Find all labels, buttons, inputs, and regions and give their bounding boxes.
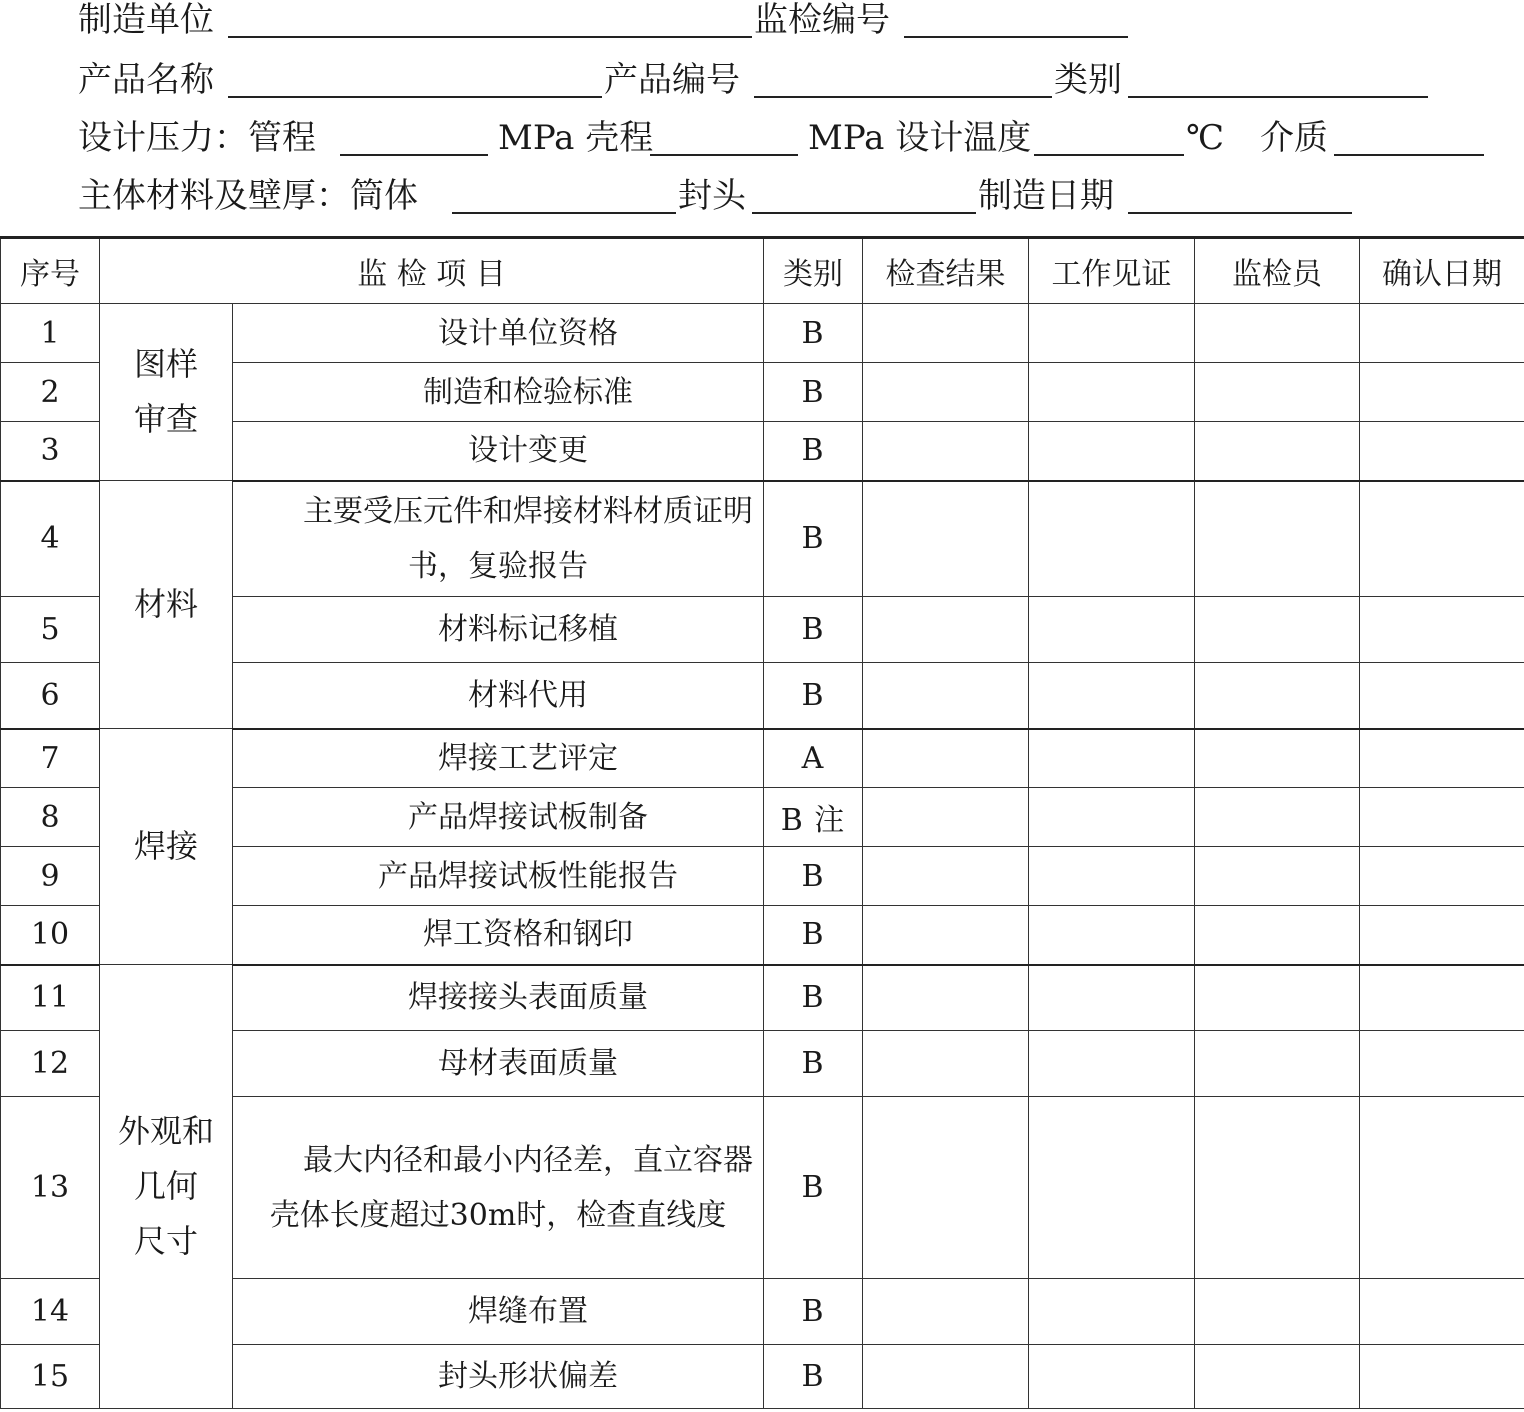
- witness-cell[interactable]: [1029, 363, 1195, 422]
- row-no: 14: [1, 1279, 100, 1345]
- inspection-no-field[interactable]: [904, 36, 1128, 38]
- row-item: [233, 1031, 764, 1097]
- product-name-label: 产品名称: [78, 60, 214, 100]
- result-cell[interactable]: [863, 906, 1029, 965]
- row-item-text: 产品焊接试板制备: [408, 799, 648, 835]
- result-cell[interactable]: [863, 1345, 1029, 1409]
- row-no: 5: [1, 597, 100, 663]
- header-line-1: [0, 0, 1524, 60]
- col-header-category: 类别: [764, 238, 863, 304]
- result-cell[interactable]: [863, 422, 1029, 481]
- row-item: [233, 422, 764, 481]
- design-pressure-label: 设计压力：管程: [78, 118, 316, 158]
- inspection-no-label: 监检编号: [754, 0, 890, 40]
- row-item: [233, 1345, 764, 1409]
- row-category: B: [764, 422, 863, 481]
- row-item-text: 材料标记移植: [438, 612, 618, 647]
- inspector-cell[interactable]: [1195, 422, 1360, 481]
- header-line-3: [0, 118, 1524, 178]
- row-item-text: 设计变更: [468, 433, 588, 469]
- confirm-date-cell[interactable]: [1360, 847, 1524, 906]
- result-cell[interactable]: [863, 663, 1029, 729]
- row-category: B: [764, 663, 863, 729]
- result-cell[interactable]: [863, 1279, 1029, 1345]
- row-item: [233, 1279, 764, 1345]
- col-header-confirm-date: 确认日期: [1360, 238, 1524, 304]
- row-no: 2: [1, 363, 100, 422]
- row-no: 7: [1, 729, 100, 788]
- row-no: 6: [1, 663, 100, 729]
- inspector-cell[interactable]: [1195, 788, 1360, 847]
- result-cell[interactable]: [863, 481, 1029, 597]
- result-cell[interactable]: [863, 1097, 1029, 1279]
- result-cell[interactable]: [863, 363, 1029, 422]
- witness-cell[interactable]: [1029, 481, 1195, 597]
- row-no: 10: [1, 906, 100, 965]
- confirm-date-cell[interactable]: [1360, 1345, 1524, 1409]
- row-category: B: [764, 1279, 863, 1345]
- row-category: B: [764, 906, 863, 965]
- row-item-text: 设计单位资格: [438, 315, 618, 351]
- row-item-text: 母材表面质量: [438, 1046, 618, 1081]
- head-material-field[interactable]: [752, 212, 976, 214]
- row-item: [233, 965, 764, 1031]
- inspector-cell[interactable]: [1195, 965, 1360, 1031]
- inspector-cell[interactable]: [1195, 729, 1360, 788]
- row-item-text: 焊接接头表面质量: [408, 980, 648, 1016]
- group-label: 焊接: [133, 827, 198, 865]
- result-cell[interactable]: [863, 788, 1029, 847]
- row-no: 9: [1, 847, 100, 906]
- inspector-cell[interactable]: [1195, 304, 1360, 363]
- witness-cell[interactable]: [1029, 422, 1195, 481]
- group-materials: [100, 481, 233, 729]
- shell-pressure-field[interactable]: [650, 154, 798, 156]
- row-item-text: 材料代用: [468, 677, 588, 713]
- confirm-date-cell[interactable]: [1360, 597, 1524, 663]
- row-category: B: [764, 597, 863, 663]
- row-item: [233, 847, 764, 906]
- table-row: [1, 729, 1524, 788]
- row-item: [233, 481, 764, 597]
- row-item-text: 主要受压元件和焊接材料材质证明书，复验报告: [303, 493, 753, 584]
- row-item: [233, 1097, 764, 1279]
- result-cell[interactable]: [863, 597, 1029, 663]
- confirm-date-cell[interactable]: [1360, 1097, 1524, 1279]
- confirm-date-cell[interactable]: [1360, 788, 1524, 847]
- row-no: 11: [1, 965, 100, 1031]
- col-header-result: 检查结果: [863, 238, 1029, 304]
- row-no: 12: [1, 1031, 100, 1097]
- design-temp-field[interactable]: [1034, 154, 1184, 156]
- witness-cell[interactable]: [1029, 663, 1195, 729]
- row-item-text: 制造和检验标准: [423, 374, 633, 410]
- group-appearance-dimensions: [100, 965, 233, 1409]
- row-item-text: 焊接工艺评定: [438, 740, 618, 776]
- inspector-cell[interactable]: [1195, 906, 1360, 965]
- confirm-date-cell[interactable]: [1360, 729, 1524, 788]
- row-item: [233, 906, 764, 965]
- table-row: [1, 304, 1524, 363]
- row-item-text: 封头形状偏差: [438, 1359, 618, 1394]
- row-no: 8: [1, 788, 100, 847]
- col-header-no: 序号: [1, 238, 100, 304]
- confirm-date-cell[interactable]: [1360, 481, 1524, 597]
- row-item-text: 产品焊接试板性能报告: [378, 858, 678, 894]
- row-no: 15: [1, 1345, 100, 1409]
- result-cell[interactable]: [863, 1031, 1029, 1097]
- product-no-label: 产品编号: [604, 60, 740, 100]
- inspector-cell[interactable]: [1195, 847, 1360, 906]
- col-header-item: 监 检 项 目: [100, 238, 764, 304]
- row-item-text: 焊缝布置: [468, 1294, 588, 1329]
- col-header-inspector: 监检员: [1195, 238, 1360, 304]
- confirm-date-cell[interactable]: [1360, 422, 1524, 481]
- witness-cell[interactable]: [1029, 906, 1195, 965]
- group-drawing-review: [100, 304, 233, 481]
- witness-cell[interactable]: [1029, 597, 1195, 663]
- inspector-cell[interactable]: [1195, 1031, 1360, 1097]
- confirm-date-cell[interactable]: [1360, 304, 1524, 363]
- row-item-text: 最大内径和最小内径差，直立容器壳体长度超过30m时，检查直线度: [269, 1142, 753, 1233]
- witness-cell[interactable]: [1029, 1345, 1195, 1409]
- row-category: B: [764, 1031, 863, 1097]
- inspector-cell[interactable]: [1195, 1279, 1360, 1345]
- group-label: 外观和 几何 尺寸: [117, 1112, 214, 1260]
- inspector-cell[interactable]: [1195, 663, 1360, 729]
- medium-label: 介质: [1260, 118, 1328, 158]
- row-item: [233, 304, 764, 363]
- row-item: [233, 663, 764, 729]
- row-category: B: [764, 1097, 863, 1279]
- confirm-date-cell[interactable]: [1360, 1279, 1524, 1345]
- row-category: B: [764, 304, 863, 363]
- row-category: B 注: [764, 788, 863, 847]
- material-label: 主体材料及壁厚：筒体: [78, 176, 418, 216]
- head-label: 封头: [678, 176, 746, 216]
- row-item: [233, 788, 764, 847]
- inspection-table: [0, 236, 1524, 1409]
- row-category: A: [764, 729, 863, 788]
- witness-cell[interactable]: [1029, 965, 1195, 1031]
- row-item-text: 焊工资格和钢印: [423, 917, 633, 953]
- row-item: [233, 363, 764, 422]
- witness-cell[interactable]: [1029, 1031, 1195, 1097]
- result-cell[interactable]: [863, 965, 1029, 1031]
- manufacturer-field[interactable]: [228, 36, 752, 38]
- row-no: 4: [1, 481, 100, 597]
- inspector-cell[interactable]: [1195, 481, 1360, 597]
- shell-material-field[interactable]: [452, 212, 676, 214]
- result-cell[interactable]: [863, 729, 1029, 788]
- confirm-date-cell[interactable]: [1360, 965, 1524, 1031]
- product-no-field[interactable]: [754, 96, 1052, 98]
- group-label: 图样 审查: [133, 345, 198, 438]
- celsius-unit: ℃: [1186, 118, 1225, 158]
- witness-cell[interactable]: [1029, 788, 1195, 847]
- row-no: 1: [1, 304, 100, 363]
- row-no: 13: [1, 1097, 100, 1279]
- inspector-cell[interactable]: [1195, 1097, 1360, 1279]
- date-label: 制造日期: [978, 176, 1114, 216]
- witness-cell[interactable]: [1029, 1097, 1195, 1279]
- witness-cell[interactable]: [1029, 847, 1195, 906]
- row-category: B: [764, 363, 863, 422]
- inspector-cell[interactable]: [1195, 597, 1360, 663]
- shell-pressure-label: MPa 壳程: [498, 118, 654, 158]
- witness-cell[interactable]: [1029, 304, 1195, 363]
- inspector-cell[interactable]: [1195, 363, 1360, 422]
- table-header-row: [1, 238, 1524, 304]
- product-name-field[interactable]: [228, 96, 602, 98]
- result-cell[interactable]: [863, 304, 1029, 363]
- row-category: B: [764, 965, 863, 1031]
- row-category: B: [764, 847, 863, 906]
- manufacturer-label: 制造单位: [78, 0, 214, 40]
- group-label: 材料: [133, 585, 198, 623]
- confirm-date-cell[interactable]: [1360, 663, 1524, 729]
- witness-cell[interactable]: [1029, 729, 1195, 788]
- category-field[interactable]: [1128, 96, 1428, 98]
- result-cell[interactable]: [863, 847, 1029, 906]
- tube-pressure-field[interactable]: [340, 154, 488, 156]
- witness-cell[interactable]: [1029, 1279, 1195, 1345]
- medium-field[interactable]: [1334, 154, 1484, 156]
- manufacture-date-field[interactable]: [1128, 212, 1352, 214]
- col-header-witness: 工作见证: [1029, 238, 1195, 304]
- group-welding: [100, 729, 233, 965]
- category-label: 类别: [1054, 60, 1122, 100]
- confirm-date-cell[interactable]: [1360, 906, 1524, 965]
- table-row: [1, 965, 1524, 1031]
- row-item: [233, 729, 764, 788]
- header-line-2: [0, 60, 1524, 120]
- confirm-date-cell[interactable]: [1360, 1031, 1524, 1097]
- row-category: B: [764, 1345, 863, 1409]
- inspector-cell[interactable]: [1195, 1345, 1360, 1409]
- table-row: [1, 481, 1524, 597]
- row-category: B: [764, 481, 863, 597]
- row-item: [233, 597, 764, 663]
- design-temp-label: MPa 设计温度: [808, 118, 1032, 158]
- row-no: 3: [1, 422, 100, 481]
- header-line-4: [0, 176, 1524, 236]
- confirm-date-cell[interactable]: [1360, 363, 1524, 422]
